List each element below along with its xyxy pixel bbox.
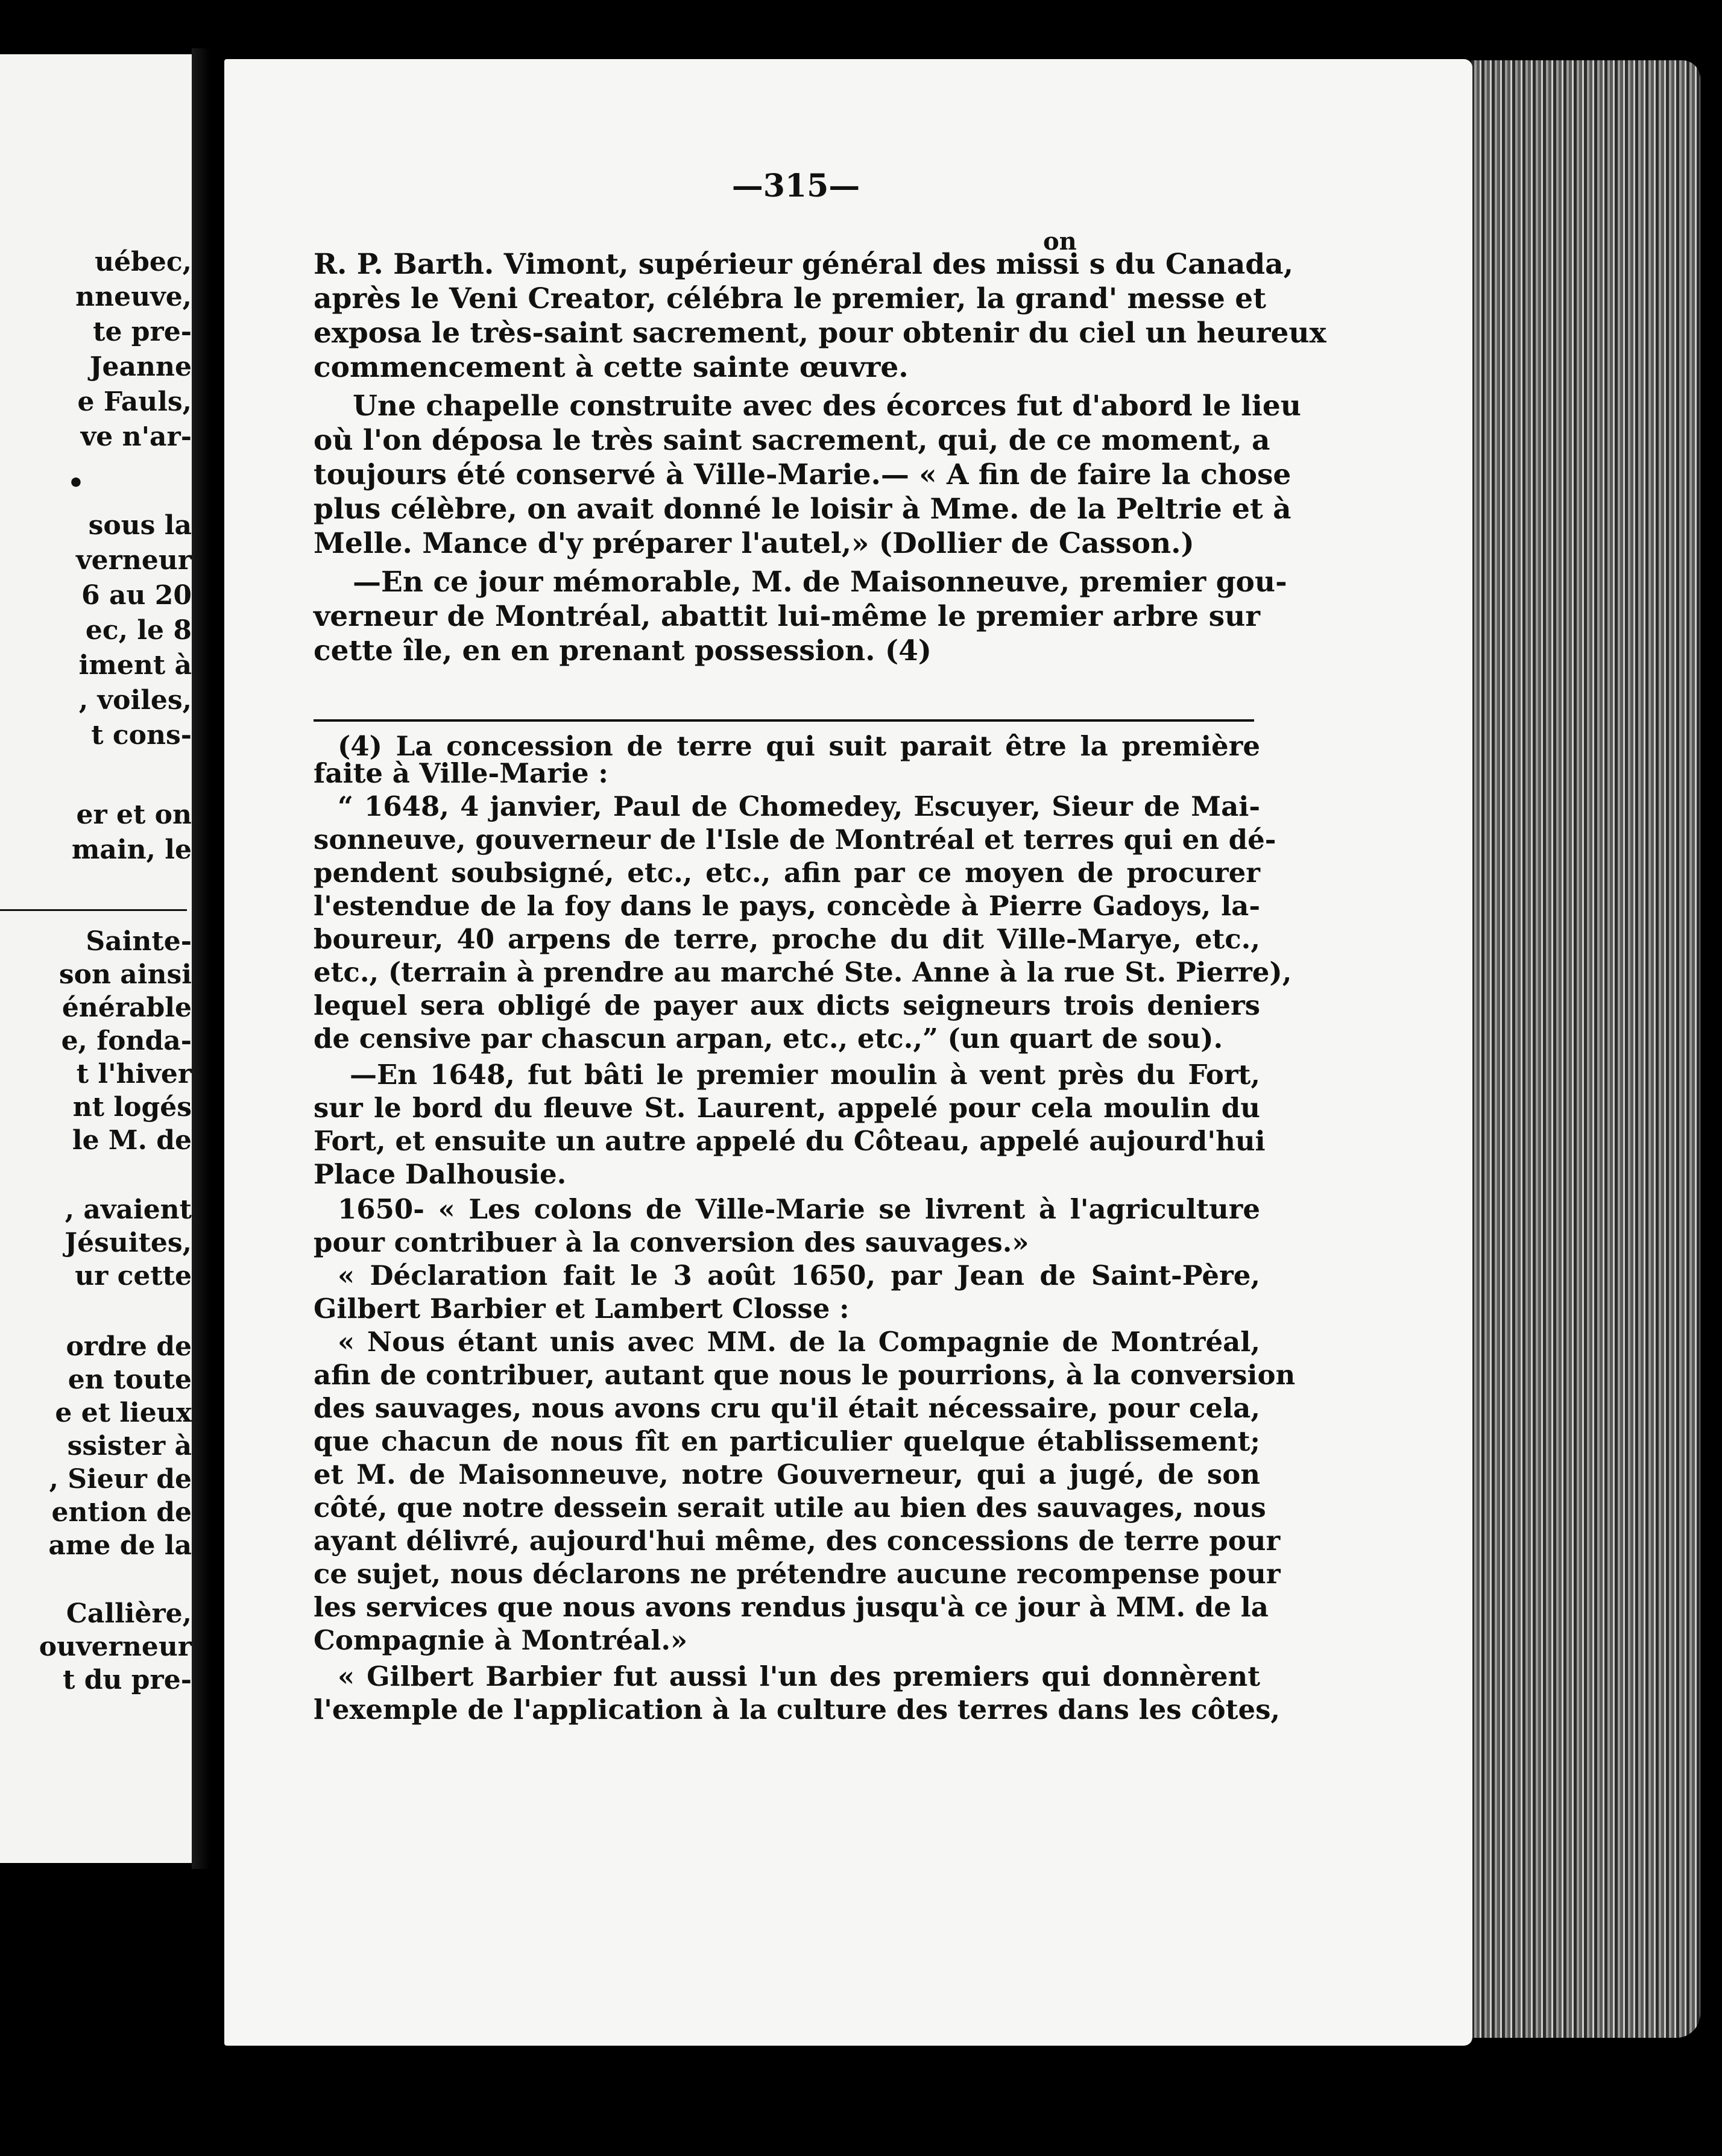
left-text-line: , avaient xyxy=(65,1194,192,1225)
footnote-line: ce sujet, nous déclarons ne prétendre aucune recompense pour xyxy=(314,1558,1281,1590)
page-number: —315— xyxy=(731,168,860,204)
left-text-line: sous la xyxy=(88,510,192,541)
left-text-line: Callière, xyxy=(66,1598,192,1629)
footnote-line: « Déclaration fait le 3 août 1650, par Jean de Saint-Père, xyxy=(338,1259,1260,1291)
left-text-line: ame de la xyxy=(48,1530,192,1561)
left-text-line: uébec, xyxy=(95,247,192,277)
footnote-line: des sauvages, nous avons cru qu'il était nécessaire, pour cela, xyxy=(314,1392,1260,1424)
footnote-line: et M. de Maisonneuve, notre Gouverneur, qui a jugé, de son xyxy=(314,1458,1260,1490)
left-text-line: iment à xyxy=(78,650,192,681)
footnote-line: boureur, 40 arpens de terre, proche du dit Ville-Marye, etc., xyxy=(314,923,1260,955)
footnote-line: etc., (terrain à prendre au marché Ste. Anne à la rue St. Pierre), xyxy=(314,956,1292,988)
footnote-line: pendent soubsigné, etc., etc., afin par ce moyen de procurer xyxy=(314,857,1260,889)
left-text-line: nt logés xyxy=(72,1092,192,1123)
body-line: exposa le très-saint sacrement, pour obtenir du ciel un heureux xyxy=(314,317,1326,350)
left-text-line: ssister à xyxy=(67,1431,192,1461)
superscript: on xyxy=(1043,227,1077,256)
body-line: Melle. Mance d'y préparer l'autel,» (Dollier de Casson.) xyxy=(314,527,1194,560)
footnote-rule xyxy=(314,719,1254,722)
left-text-line: • xyxy=(67,468,84,499)
left-text-line: t du pre- xyxy=(63,1665,192,1695)
footnote-line: Place Dalhousie. xyxy=(314,1158,567,1190)
left-footnote-rule xyxy=(0,909,187,911)
body-line: après le Veni Creator, célébra le premier, la grand' messe et xyxy=(314,282,1266,315)
footnote-line: Fort, et ensuite un autre appelé du Côteau, appelé aujourd'hui xyxy=(314,1125,1266,1157)
left-text-line: ve n'ar- xyxy=(80,421,192,452)
left-text-line: Sainte- xyxy=(86,926,192,957)
footnote-line: Compagnie à Montréal.» xyxy=(314,1624,688,1656)
left-text-line: ouverneur xyxy=(39,1631,192,1662)
left-text-line: er et on xyxy=(76,799,192,830)
body-line: cette île, en en prenant possession. (4) xyxy=(314,634,932,667)
body-line: commencement à cette sainte œuvre. xyxy=(314,351,909,384)
left-text-line: énérable xyxy=(62,992,192,1023)
left-text-line: , Sieur de xyxy=(49,1464,192,1495)
left-text-line: nneuve, xyxy=(75,282,192,312)
left-text-line: , voiles, xyxy=(78,685,192,716)
body-line: toujours été conservé à Ville-Marie.— « A fin de faire la chose xyxy=(314,458,1292,491)
body-line: Une chapelle construite avec des écorces fut d'abord le lieu xyxy=(353,389,1301,423)
left-text-line: e Fauls, xyxy=(77,386,192,417)
footnote-line: sur le bord du fleuve St. Laurent, appelé pour cela moulin du xyxy=(314,1092,1260,1124)
left-text-line: e et lieux xyxy=(55,1398,192,1428)
left-text-line: main, le xyxy=(71,834,192,865)
left-text-line: Jésuites, xyxy=(65,1228,192,1258)
left-text-line: ention de xyxy=(51,1497,192,1528)
left-page xyxy=(0,54,192,1863)
footnote-line: 1650- « Les colons de Ville-Marie se livrent à l'agriculture xyxy=(338,1193,1260,1225)
footnote-line: l'estendue de la foy dans le pays, concède à Pierre Gadoys, la- xyxy=(314,890,1260,922)
body-line: où l'on déposa le très saint sacrement, qui, de ce moment, a xyxy=(314,424,1270,457)
left-text-line: le M. de xyxy=(72,1125,192,1156)
footnote-line: pour contribuer à la conversion des sauvages.» xyxy=(314,1226,1029,1258)
left-text-line: verneur xyxy=(76,545,192,576)
left-text-line: ec, le 8 xyxy=(85,615,192,646)
footnote-line: que chacun de nous fît en particulier quelque établissement; xyxy=(314,1425,1260,1457)
body-line-text: R. P. Barth. Vimont, supérieur général des missi s du Canada, xyxy=(314,248,1293,281)
left-text-line: Jeanne xyxy=(89,351,192,382)
body-line xyxy=(314,227,1293,281)
footnote-line: “ 1648, 4 janvier, Paul de Chomedey, Escuyer, Sieur de Mai- xyxy=(338,790,1260,822)
page-edges xyxy=(1471,60,1700,2038)
footnote-line: côté, que notre dessein serait utile au bien des sauvages, nous xyxy=(314,1492,1266,1524)
left-text-line: en toute xyxy=(68,1364,192,1395)
left-text-line: e, fonda- xyxy=(61,1026,192,1056)
left-text-line: ordre de xyxy=(66,1331,192,1362)
left-text-line: t cons- xyxy=(91,720,192,751)
footnote-line: Gilbert Barbier et Lambert Closse : xyxy=(314,1293,850,1325)
left-text-line: ur cette xyxy=(75,1261,192,1291)
footnote-line: afin de contribuer, autant que nous le pourrions, à la conversion xyxy=(314,1359,1296,1391)
book-gutter xyxy=(192,48,222,1869)
body-line: —En ce jour mémorable, M. de Maisonneuve, premier gou- xyxy=(353,566,1287,599)
footnote-line: de censive par chascun arpan, etc., etc.,” (un quart de sou). xyxy=(314,1023,1223,1054)
left-text-line: te pre- xyxy=(93,317,192,347)
footnote-line: « Nous étant unis avec MM. de la Compagnie de Montréal, xyxy=(338,1326,1260,1358)
footnote-line: faite à Ville-Marie : xyxy=(314,757,608,789)
footnote-line: lequel sera obligé de payer aux dicts seigneurs trois deniers xyxy=(314,989,1260,1021)
footnote-line: —En 1648, fut bâti le premier moulin à vent près du Fort, xyxy=(350,1059,1260,1091)
left-text-line: 6 au 20 xyxy=(81,580,192,611)
footnote-line: (4) La concession de terre qui suit parait être la première xyxy=(338,730,1260,762)
footnote-line: « Gilbert Barbier fut aussi l'un des premiers qui donnèrent xyxy=(338,1660,1260,1692)
footnote-line: les services que nous avons rendus jusqu'à ce jour à MM. de la xyxy=(314,1591,1269,1623)
body-line: verneur de Montréal, abattit lui-même le premier arbre sur xyxy=(314,600,1260,633)
body-line: plus célèbre, on avait donné le loisir à Mme. de la Peltrie et à xyxy=(314,493,1292,526)
left-text-line: t l'hiver xyxy=(76,1059,192,1089)
left-text-line: son ainsi xyxy=(58,959,192,990)
footnote-line: l'exemple de l'application à la culture des terres dans les côtes, xyxy=(314,1694,1281,1726)
footnote-line: ayant délivré, aujourd'hui même, des concessions de terre pour xyxy=(314,1525,1281,1557)
footnote-line: sonneuve, gouverneur de l'Isle de Montréal et terres qui en dé- xyxy=(314,824,1276,856)
